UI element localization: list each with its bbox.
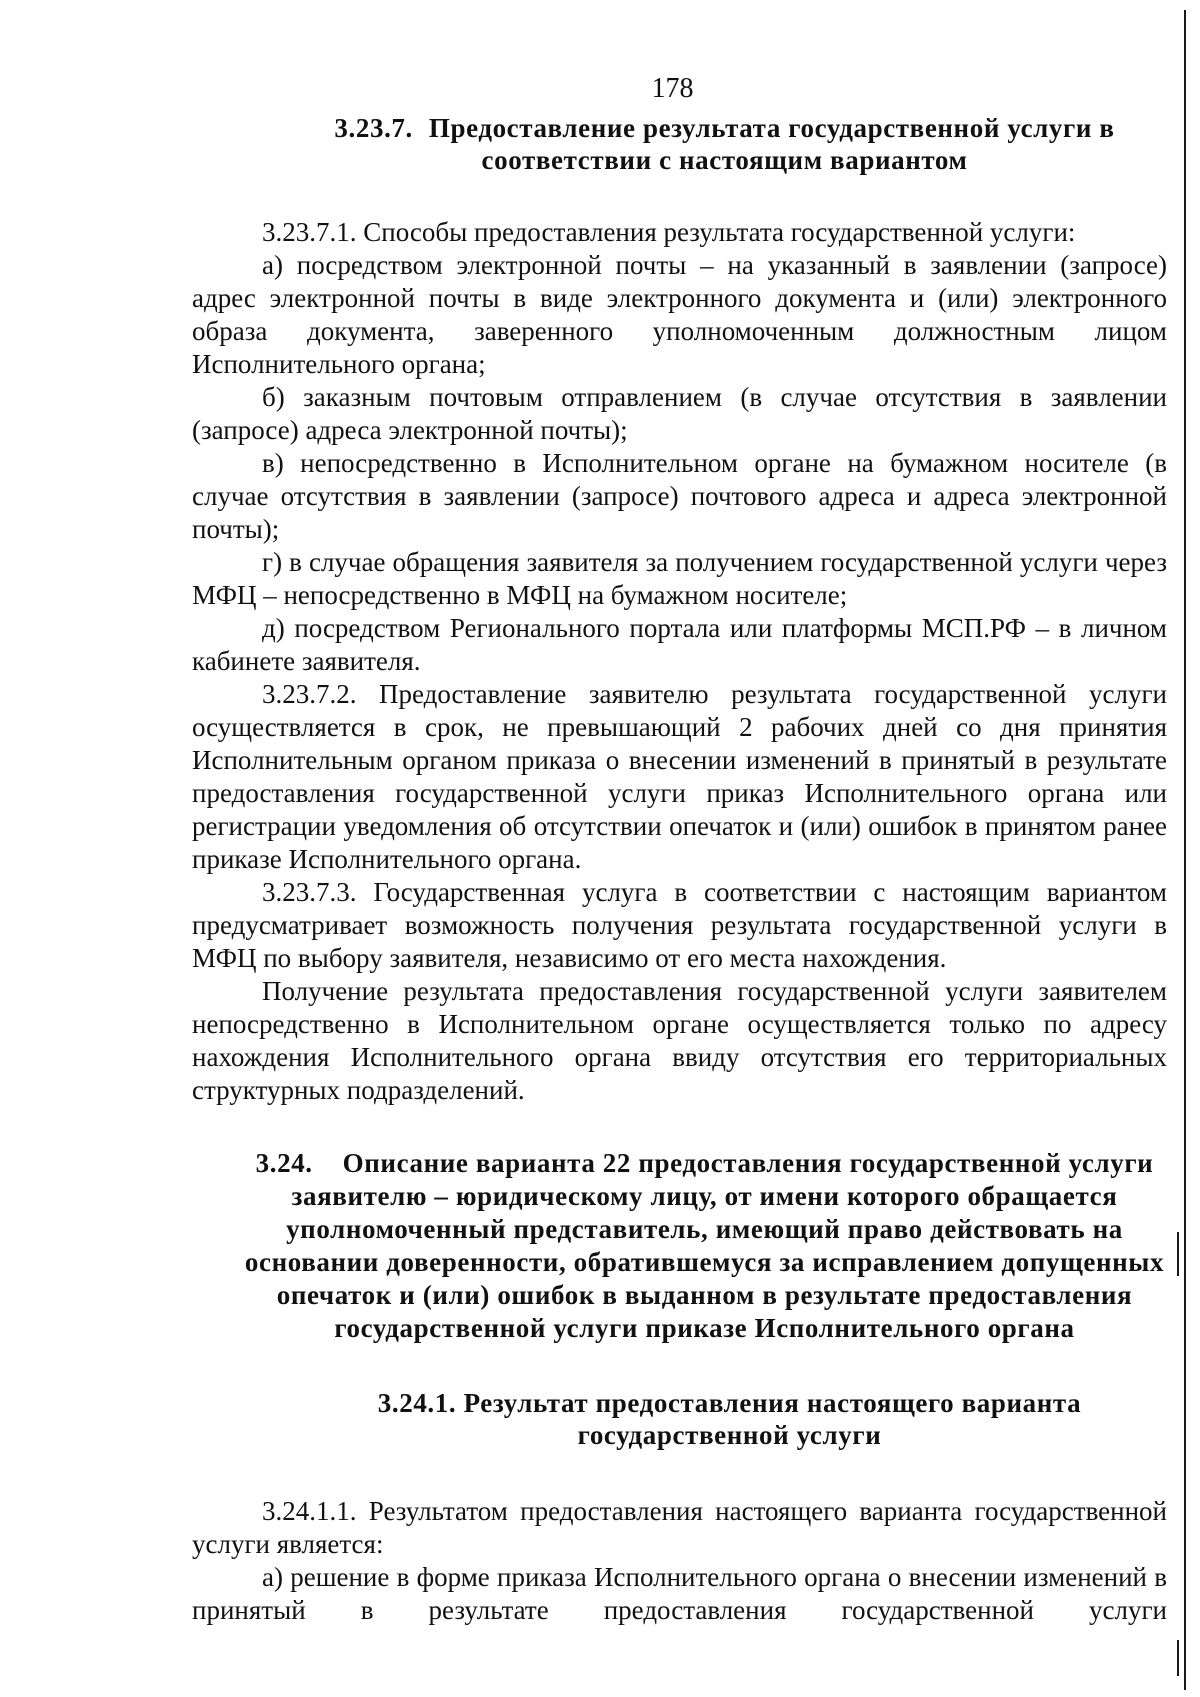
section-number: 3.24.	[255, 1148, 313, 1178]
section-title-line: Описание варианта 22 предоставления государственной услуги	[342, 1148, 1154, 1178]
paragraph: Получение результата предоставления государственной услуги заявителем непосредственно в Исполнительном органе осуществляется только по адресу нахождения Исполнительного органа ввиду отсутствия его территориальных структурных подразделений.	[192, 976, 1167, 1105]
page-edge-mark	[1177, 1232, 1179, 1276]
section-heading-3-24	[192, 1147, 1167, 1345]
section-title-line: соответствии с настоящим вариантом	[481, 145, 968, 175]
paragraph: 3.23.7.2. Предоставление заявителю результата государственной услуги осуществляется в срок, не превышающий 2 рабочих дней со дня принятия Исполнительным органом приказа о внесении изменений в принятый в результате предоставления государственной услуги приказ Исполнительного органа или регистрации уведомления об отсутствии опечаток и (или) ошибок в принятом ранее приказе Исполнительного органа.	[192, 679, 1167, 874]
section-title-line: опечаток и (или) ошибок в выданном в результате предоставления	[276, 1280, 1133, 1310]
section-title-line: 3.24.1. Результат предоставления настоящего варианта	[377, 1388, 1082, 1418]
section-title-line: основании доверенности, обратившемуся за исправлением допущенных	[244, 1247, 1165, 1277]
list-item: б) заказным почтовым отправлением (в случае отсутствия в заявлении (запросе) адреса электронной почты);	[192, 382, 1167, 445]
section-title-line: заявителю – юридическому лицу, от имени которого обращается	[291, 1181, 1118, 1211]
page-number: 178	[651, 73, 694, 104]
section-title-line: Предоставление результата государственной услуги в	[428, 113, 1115, 143]
paragraph: 3.24.1.1. Результатом предоставления настоящего варианта государственной услуги является:	[192, 1496, 1167, 1559]
document-body	[192, 112, 1167, 1627]
list-item: а) посредством электронной почты – на указанный в заявлении (запросе) адрес электронной почты в виде электронного документа и (или) электронного образа документа, заверенного уполномоченным должностным лицом Исполнительного органа;	[192, 250, 1167, 379]
section-title-line: уполномоченный представитель, имеющий право действовать на	[286, 1214, 1123, 1244]
list-item: д) посредством Регионального портала или платформы МСП.РФ – в личном кабинете заявителя.	[192, 613, 1167, 676]
list-item: г) в случае обращения заявителя за получением государственной услуги через МФЦ – непосредственно в МФЦ на бумажном носителе;	[192, 547, 1167, 610]
paragraph: 3.23.7.1. Способы предоставления результата государственной услуги:	[262, 217, 1076, 247]
section-number: 3.23.7.	[334, 113, 413, 143]
page-edge-line	[1184, 10, 1186, 1690]
section-heading-3-24-1	[192, 1387, 1167, 1451]
paragraph: 3.23.7.3. Государственная услуга в соответствии с настоящим вариантом предусматривает возможность получения результата государственной услуги в МФЦ по выбору заявителя, независимо от его места нахождения.	[192, 877, 1167, 973]
page-edge-mark	[1177, 1640, 1179, 1676]
section-title-line: государственной услуги приказе Исполнительного органа	[334, 1313, 1075, 1343]
section-heading-3-23-7	[192, 112, 1167, 176]
list-item: в) непосредственно в Исполнительном органе на бумажном носителе (в случае отсутствия в заявлении (запросе) почтового адреса и адреса электронной почты);	[192, 448, 1167, 544]
section-title-line: государственной услуги	[577, 1420, 882, 1450]
list-item: а) решение в форме приказа Исполнительного органа о внесении изменений в принятый в результате предоставления государственной услуги	[192, 1562, 1167, 1625]
